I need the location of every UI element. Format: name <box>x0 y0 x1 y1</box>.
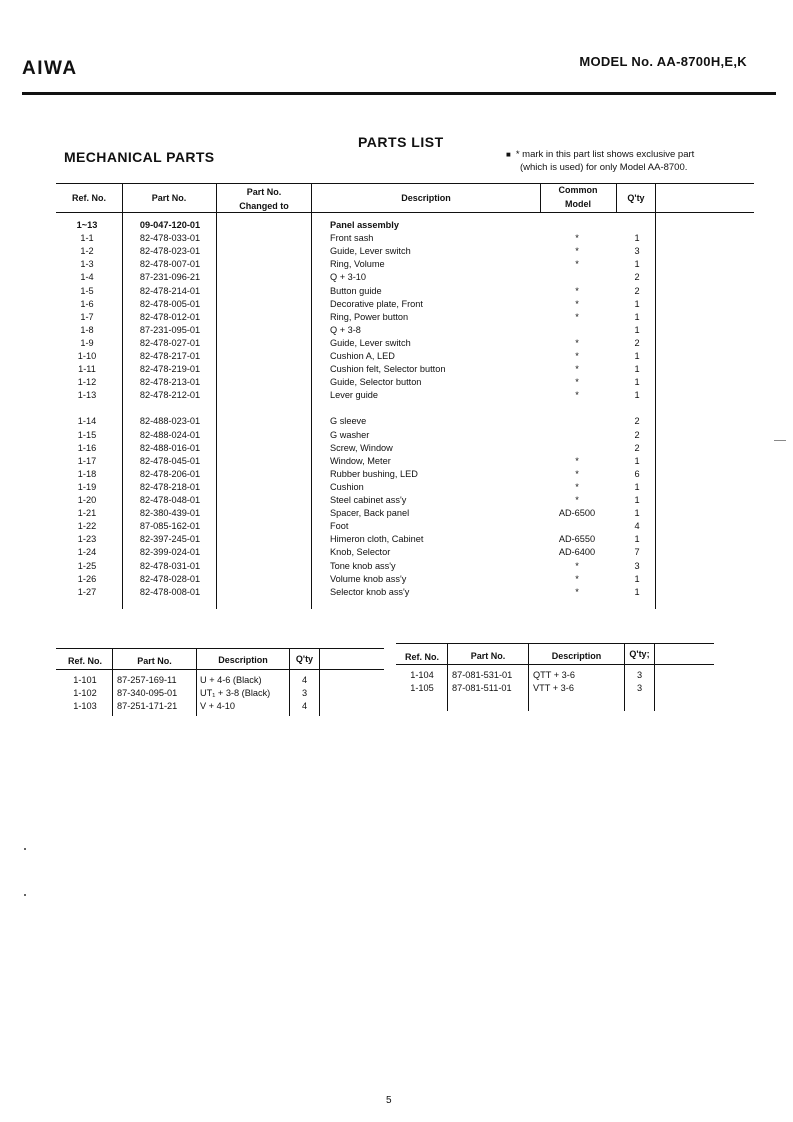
row-qty: 1 <box>634 508 640 519</box>
col-divider <box>616 183 617 212</box>
row-qty: 3 <box>634 560 640 571</box>
row-ref: 1-104 <box>410 670 434 680</box>
row-common-model: * <box>575 573 579 584</box>
row-ref: 1~13 <box>76 220 98 230</box>
row-part-no: 82-478-033-01 <box>139 233 201 244</box>
row-qty: 3 <box>634 246 640 257</box>
row-part-no: 82-478-005-01 <box>139 298 201 309</box>
header-desc: Description <box>551 651 602 661</box>
row-description: Panel assembly <box>330 220 399 230</box>
row-qty: 1 <box>634 495 640 505</box>
header-changed-1: Part No. <box>246 187 282 197</box>
row-description: Spacer, Back panel <box>330 508 410 519</box>
row-part-no: 82-488-023-01 <box>139 416 201 427</box>
row-common-model: * <box>575 390 579 401</box>
row-part-no: 82-478-214-01 <box>139 285 201 296</box>
row-description: Guide, Lever switch <box>330 337 411 348</box>
row-qty: 2 <box>634 337 640 348</box>
row-qty: 3 <box>301 688 308 698</box>
row-description: Ring, Power button <box>330 311 409 322</box>
row-ref: 1-20 <box>77 495 97 505</box>
model-number: MODEL No. AA-8700H,E,K <box>579 54 747 69</box>
row-part-no: 82-478-206-01 <box>139 468 201 479</box>
row-description: Q + 3-10 <box>330 272 367 283</box>
row-part-no: 82-478-027-01 <box>139 337 201 348</box>
row-description: Lever guide <box>330 390 379 401</box>
scan-mark <box>774 440 786 441</box>
col-divider <box>216 183 217 609</box>
row-common-model: * <box>575 377 579 388</box>
row-ref: 1-12 <box>77 377 97 388</box>
row-ref: 1-3 <box>80 259 94 270</box>
table-top-rule <box>56 648 384 649</box>
row-description: Ring, Volume <box>330 259 385 270</box>
row-description: Himeron cloth, Cabinet <box>330 534 424 545</box>
header-part: Part No. <box>137 656 172 666</box>
row-part-no: 82-478-217-01 <box>139 351 201 361</box>
row-qty: 1 <box>634 573 640 584</box>
row-ref: 1-13 <box>77 390 97 401</box>
col-divider <box>319 648 320 716</box>
row-description: Cushion <box>330 481 364 492</box>
row-ref: 1-18 <box>77 468 97 479</box>
row-common-model: * <box>575 468 579 479</box>
row-description: U + 4-6 (Black) <box>200 675 262 685</box>
section-title: MECHANICAL PARTS <box>64 149 215 165</box>
row-part-no: 82-478-031-01 <box>139 560 201 571</box>
table-header-rule <box>56 669 384 670</box>
row-qty: 1 <box>634 455 640 466</box>
table-header-rule <box>56 212 754 213</box>
row-ref: 1-5 <box>80 285 94 296</box>
page-title: PARTS LIST <box>358 134 444 150</box>
row-part-no: 82-488-024-01 <box>139 429 201 440</box>
row-qty: 1 <box>634 586 640 597</box>
brand-logo: AIWA <box>22 58 78 79</box>
row-ref: 1-2 <box>80 246 94 257</box>
row-ref: 1-15 <box>77 429 97 440</box>
row-qty: 1 <box>634 481 640 492</box>
row-ref: 1-9 <box>80 337 94 348</box>
row-qty: 4 <box>634 521 640 532</box>
row-qty: 3 <box>636 670 643 680</box>
row-part-no: 82-478-219-01 <box>139 364 201 375</box>
row-description: QTT + 3-6 <box>533 670 575 680</box>
row-qty: 4 <box>301 701 308 711</box>
row-common-model: * <box>575 481 579 492</box>
row-part-no: 82-478-045-01 <box>139 455 201 466</box>
row-common-model: * <box>575 298 579 309</box>
row-common-model: AD-6400 <box>558 547 596 558</box>
row-part-no: 82-380-439-01 <box>139 508 201 519</box>
row-ref: 1-22 <box>77 521 97 532</box>
row-common-model: * <box>575 495 579 505</box>
header-qty: Q'ty <box>627 193 645 203</box>
row-description: VTT + 3-6 <box>533 683 574 693</box>
row-qty: 2 <box>634 429 640 440</box>
row-part-no: 87-081-531-01 <box>452 670 513 680</box>
row-description: Rubber bushing, LED <box>330 468 418 479</box>
row-description: Knob, Selector <box>330 547 391 558</box>
header-ref: Ref. No. <box>404 652 439 662</box>
row-description: Foot <box>330 521 349 532</box>
exclusive-note <box>506 148 746 174</box>
header-common-2: Model <box>565 199 591 209</box>
row-part-no: 82-397-245-01 <box>139 534 201 545</box>
row-ref: 1-16 <box>77 442 97 453</box>
row-ref: 1-11 <box>78 364 96 375</box>
row-part-no: 87-251-171-21 <box>117 701 178 711</box>
row-qty: 1 <box>634 311 640 322</box>
col-divider <box>655 183 656 609</box>
table-top-rule <box>56 183 754 184</box>
row-part-no: 82-478-028-01 <box>139 573 201 584</box>
row-description: Front sash <box>330 233 374 244</box>
header-rule <box>22 92 776 95</box>
row-ref: 1-26 <box>77 573 97 584</box>
row-qty: 1 <box>634 233 640 244</box>
row-ref: 1-101 <box>73 675 97 685</box>
row-qty: 2 <box>634 442 640 453</box>
col-divider <box>311 183 312 609</box>
row-description: Volume knob ass'y <box>330 573 407 584</box>
row-description: Screw, Window <box>330 442 393 453</box>
row-common-model: * <box>575 351 579 361</box>
row-ref: 1-17 <box>77 455 97 466</box>
row-common-model: * <box>575 455 579 466</box>
header-desc: Description <box>218 655 268 665</box>
bullet-icon: ■ <box>506 150 511 159</box>
row-description: Cushion A, LED <box>330 351 395 361</box>
row-ref: 1-102 <box>73 688 97 698</box>
col-divider <box>540 183 541 212</box>
row-description: Selector knob ass'y <box>330 586 410 597</box>
row-ref: 1-4 <box>80 272 94 283</box>
row-part-no: 82-478-008-01 <box>139 586 201 597</box>
row-part-no: 82-399-024-01 <box>139 547 201 558</box>
row-ref: 1-27 <box>77 586 97 597</box>
row-description: G sleeve <box>330 416 367 427</box>
row-ref: 1-25 <box>77 560 97 571</box>
row-part-no: 87-231-096-21 <box>139 272 201 283</box>
row-qty: 6 <box>634 468 640 479</box>
header-qty: Q'ty; <box>629 649 650 659</box>
header-common-1: Common <box>558 185 598 195</box>
row-qty: 2 <box>634 285 640 296</box>
row-part-no: 09-047-120-01 <box>139 220 201 230</box>
row-part-no: 82-488-016-01 <box>139 442 201 453</box>
row-common-model: * <box>575 311 579 322</box>
row-common-model: * <box>575 233 579 244</box>
row-description: Tone knob ass'y <box>330 560 396 571</box>
header-changed-2: Changed to <box>239 201 289 211</box>
row-qty: 2 <box>634 416 640 427</box>
scan-speck <box>24 894 26 896</box>
row-part-no: 82-478-212-01 <box>139 390 201 401</box>
note-line-2: (which is used) for only Model AA-8700. <box>520 162 688 173</box>
row-qty: 4 <box>301 675 308 685</box>
header-part: Part No. <box>470 651 506 661</box>
header-desc: Description <box>401 193 451 203</box>
row-part-no: 87-257-169-11 <box>117 675 177 685</box>
row-qty: 1 <box>634 298 640 309</box>
row-part-no: 82-478-213-01 <box>139 377 201 388</box>
row-ref: 1-103 <box>73 701 97 711</box>
row-qty: 3 <box>636 683 643 693</box>
row-ref: 1-23 <box>77 534 97 545</box>
row-part-no: 87-085-162-01 <box>139 521 201 532</box>
row-description: G washer <box>330 429 370 440</box>
row-qty: 2 <box>634 272 640 283</box>
table-header-rule <box>396 664 714 665</box>
row-part-no: 82-478-012-01 <box>139 311 201 322</box>
page-number: 5 <box>386 1095 392 1106</box>
row-ref: 1-8 <box>80 324 94 335</box>
row-ref: 1-19 <box>77 481 97 492</box>
row-qty: 1 <box>634 364 640 375</box>
row-ref: 1-6 <box>80 298 94 309</box>
row-qty: 1 <box>634 351 640 361</box>
row-ref: 1-105 <box>410 683 434 693</box>
row-description: V + 4-10 <box>200 701 235 711</box>
row-qty: 1 <box>634 534 640 545</box>
row-qty: 1 <box>634 377 640 388</box>
row-common-model: AD-6550 <box>558 534 596 545</box>
row-ref: 1-24 <box>77 547 97 558</box>
row-part-no: 82-478-218-01 <box>139 481 201 492</box>
row-part-no: 87-231-095-01 <box>139 324 201 335</box>
row-description: Guide, Lever switch <box>330 246 411 257</box>
row-part-no: 82-478-023-01 <box>139 246 201 257</box>
row-description: Steel cabinet ass'y <box>330 495 407 505</box>
row-common-model: * <box>575 285 579 296</box>
scan-speck <box>24 848 26 850</box>
row-common-model: * <box>575 586 579 597</box>
row-description: Button guide <box>330 285 382 296</box>
row-qty: 1 <box>634 390 640 401</box>
header-qty: Q'ty <box>295 654 314 664</box>
row-description: Cushion felt, Selector button <box>330 364 446 375</box>
row-ref: 1-14 <box>77 416 97 427</box>
row-qty: 7 <box>634 547 640 558</box>
row-part-no: 82-478-048-01 <box>139 495 201 505</box>
row-description: Decorative plate, Front <box>330 298 423 309</box>
header-ref: Ref. No. <box>71 193 106 203</box>
note-line-1: * mark in this part list shows exclusive part <box>515 149 695 160</box>
col-divider <box>122 183 123 609</box>
row-description: UT₁ + 3-8 (Black) <box>200 688 271 698</box>
header-ref: Ref. No. <box>67 656 102 666</box>
row-qty: 1 <box>634 324 640 335</box>
row-part-no: 82-478-007-01 <box>139 259 201 270</box>
row-common-model: * <box>575 259 579 270</box>
row-part-no: 87-081-511-01 <box>452 683 512 693</box>
row-description: Window, Meter <box>330 455 391 466</box>
row-part-no: 87-340-095-01 <box>117 688 178 698</box>
row-common-model: * <box>575 337 579 348</box>
row-ref: 1-21 <box>77 508 97 519</box>
row-description: Q + 3-8 <box>330 324 361 335</box>
row-ref: 1-10 <box>77 351 97 361</box>
row-common-model: * <box>575 246 579 257</box>
header-part: Part No. <box>151 193 187 203</box>
row-common-model: * <box>575 560 579 571</box>
col-divider <box>654 643 655 711</box>
row-ref: 1-1 <box>80 233 94 244</box>
row-description: Guide, Selector button <box>330 377 422 388</box>
row-ref: 1-7 <box>80 311 94 322</box>
row-common-model: * <box>575 364 579 375</box>
table-top-rule <box>396 643 714 644</box>
row-qty: 1 <box>634 259 640 270</box>
row-common-model: AD-6500 <box>558 508 596 519</box>
